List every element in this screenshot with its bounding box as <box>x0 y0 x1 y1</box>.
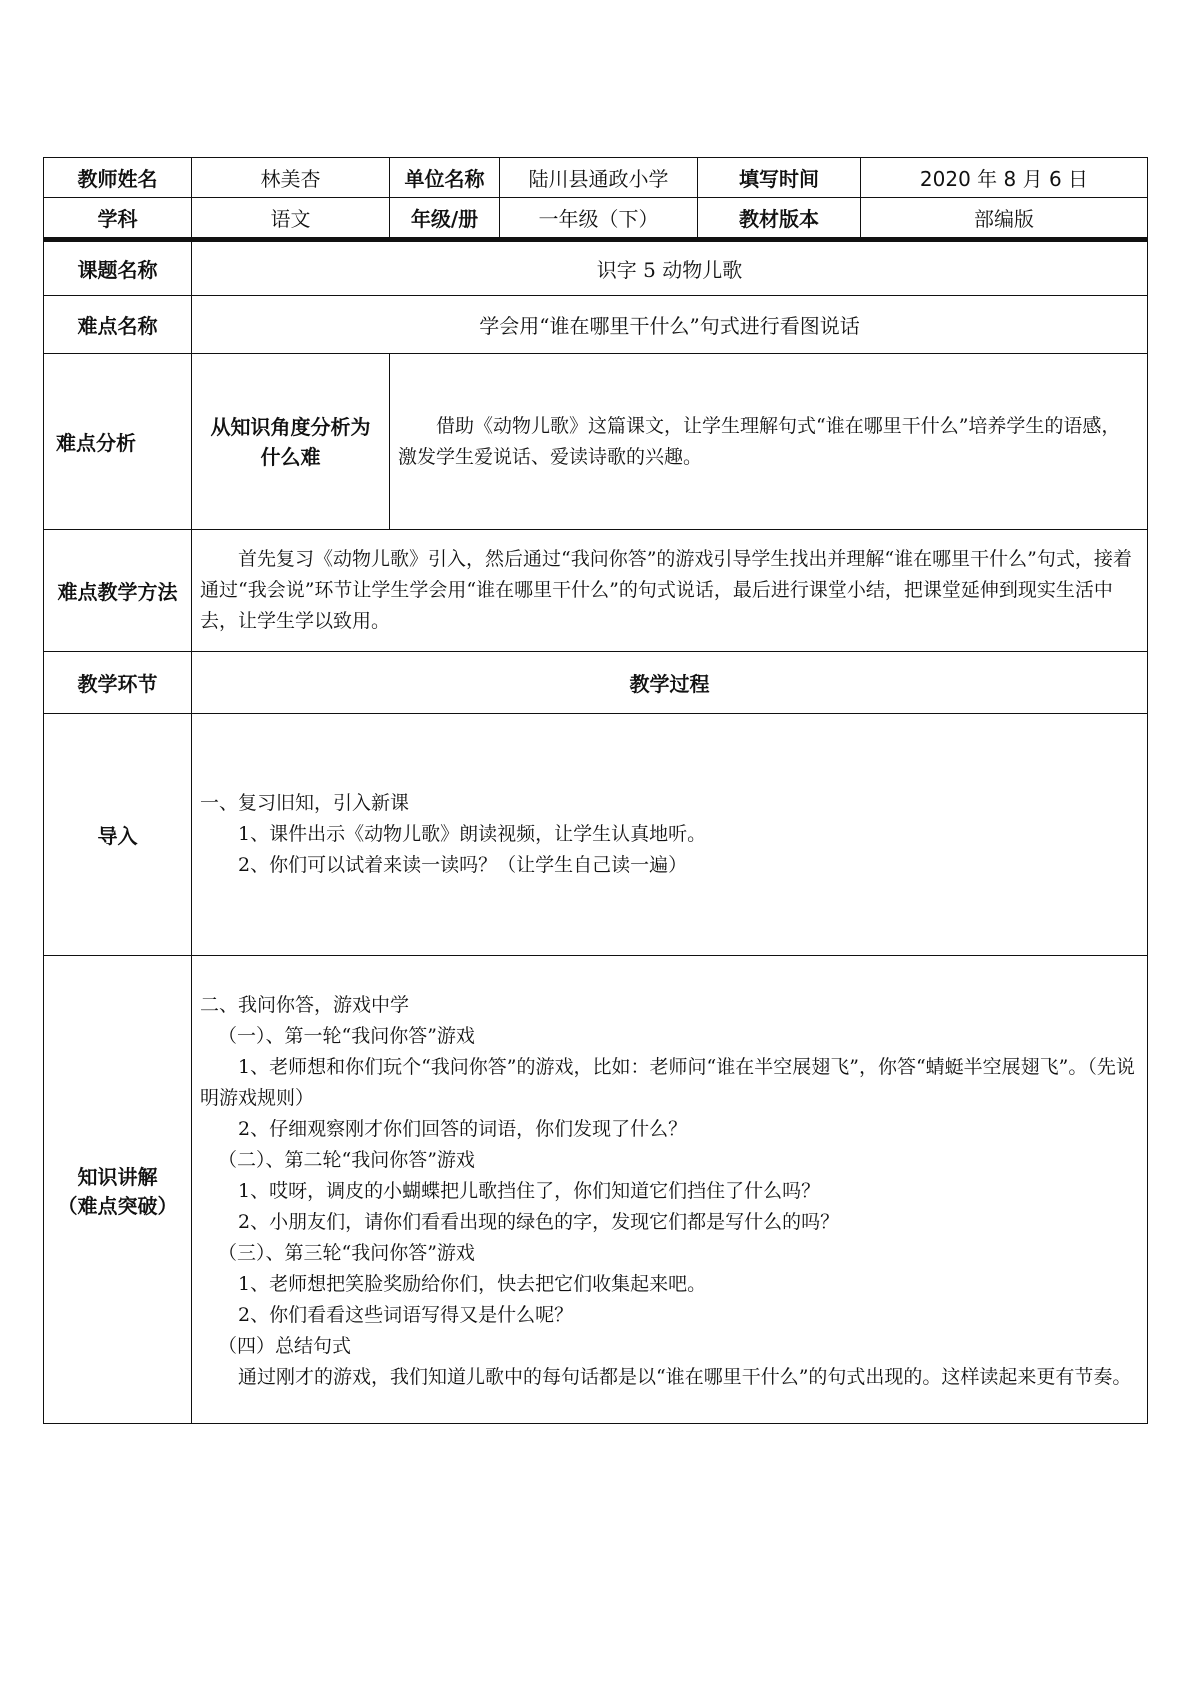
explain-line: （四）总结句式 <box>218 1335 352 1357</box>
analysis-sublabel: 从知识角度分析为什么难 <box>192 354 390 530</box>
lesson-plan-table <box>43 157 1148 1424</box>
grade-label: 年级/册 <box>390 198 500 240</box>
unit-name-label: 单位名称 <box>390 158 500 198</box>
topic-row <box>44 240 1148 296</box>
process-step-label: 教学环节 <box>44 652 192 714</box>
subject-value: 语文 <box>192 198 390 240</box>
intro-content <box>192 714 1148 956</box>
intro-line: 1、课件出示《动物儿歌》朗读视频，让学生认真地听。 <box>238 823 707 845</box>
method-row <box>44 530 1148 652</box>
explain-label-line1: 知识讲解 <box>77 1164 158 1189</box>
explain-line: 2、仔细观察刚才你们回答的词语，你们发现了什么？ <box>238 1118 688 1140</box>
fill-date-label: 填写时间 <box>698 158 861 198</box>
method-label: 难点教学方法 <box>44 530 192 652</box>
intro-label: 导入 <box>44 714 192 956</box>
header-row-2 <box>44 198 1148 240</box>
explain-line: 1、老师想把笑脸奖励给你们，快去把它们收集起来吧。 <box>238 1273 707 1295</box>
explain-line: 2、你们看看这些词语写得又是什么呢？ <box>238 1304 574 1326</box>
fill-date-value: 2020 年 8 月 6 日 <box>861 158 1148 198</box>
difficulty-label: 难点名称 <box>44 296 192 354</box>
teacher-name-value: 林美杏 <box>192 158 390 198</box>
difficulty-value: 学会用“谁在哪里干什么”句式进行看图说话 <box>192 296 1148 354</box>
analysis-text: 借助《动物儿歌》这篇课文，让学生理解句式“谁在哪里干什么”培养学生的语感，激发学生爱说话、爱读诗歌的兴趣。 <box>390 354 1148 530</box>
subject-label: 学科 <box>44 198 192 240</box>
edition-label: 教材版本 <box>698 198 861 240</box>
explain-line: 2、小朋友们，请你们看看出现的绿色的字，发现它们都是写什么的吗？ <box>238 1211 840 1233</box>
intro-line: 2、你们可以试着来读一读吗？（让学生自己读一遍） <box>238 854 688 876</box>
explain-row <box>44 956 1148 1424</box>
topic-label: 课题名称 <box>44 240 192 296</box>
explain-line: （三）、第三轮“我问你答”游戏 <box>218 1242 475 1264</box>
explain-label-line2: （难点突破） <box>57 1193 178 1218</box>
intro-line: 一、复习旧知，引入新课 <box>200 792 410 814</box>
teacher-name-label: 教师姓名 <box>44 158 192 198</box>
process-header-row <box>44 652 1148 714</box>
intro-row <box>44 714 1148 956</box>
method-text: 首先复习《动物儿歌》引入，然后通过“我问你答”的游戏引导学生找出并理解“谁在哪里干什么”句式，接着通过“我会说”环节让学生学会用“谁在哪里干什么”的句式说话，最后进行课堂小结，把课堂延伸到现实生活中去，让学生学以致用。 <box>192 530 1148 652</box>
explain-line: 通过刚才的游戏，我们知道儿歌中的每句话都是以“谁在哪里干什么”的句式出现的。这样读起来更有节奏。 <box>238 1366 1132 1388</box>
edition-value: 部编版 <box>861 198 1148 240</box>
header-row-1 <box>44 158 1148 198</box>
explain-line: 1、老师想和你们玩个“我问你答”的游戏，比如：老师问“谁在半空展翅飞”，你答“蜻蜓半空展翅飞”。（先说明游戏规则） <box>200 1056 1135 1109</box>
explain-label <box>44 956 192 1424</box>
explain-line: （二）、第二轮“我问你答”游戏 <box>218 1149 475 1171</box>
process-title: 教学过程 <box>192 652 1148 714</box>
explain-line: 1、哎呀，调皮的小蝴蝶把儿歌挡住了，你们知道它们挡住了什么吗？ <box>238 1180 821 1202</box>
explain-line: 二、我问你答，游戏中学 <box>200 994 410 1016</box>
explain-content <box>192 956 1148 1424</box>
difficulty-row <box>44 296 1148 354</box>
topic-value: 识字 5 动物儿歌 <box>192 240 1148 296</box>
grade-value: 一年级（下） <box>500 198 698 240</box>
explain-line: （一）、第一轮“我问你答”游戏 <box>218 1025 475 1047</box>
analysis-label: 难点分析 <box>44 354 192 530</box>
unit-name-value: 陆川县通政小学 <box>500 158 698 198</box>
analysis-row <box>44 354 1148 530</box>
